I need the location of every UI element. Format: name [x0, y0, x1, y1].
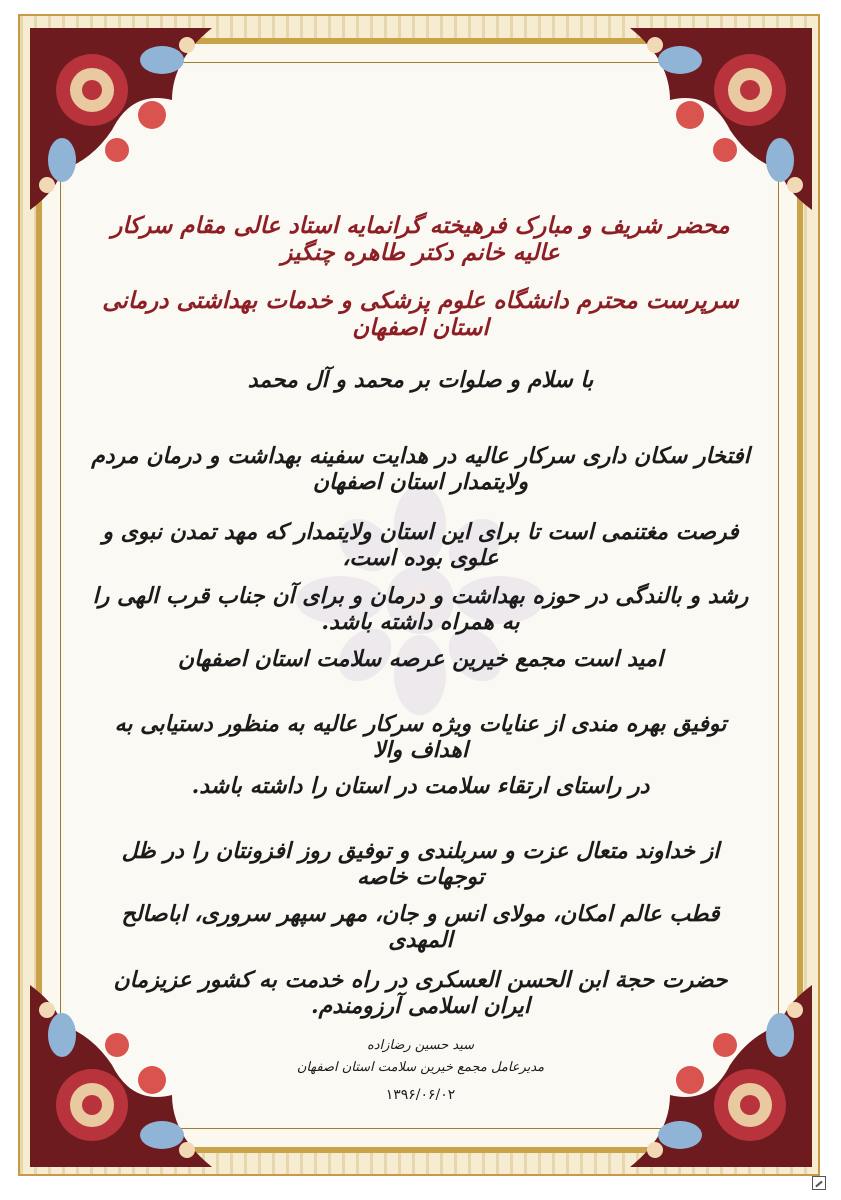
signer-position: مدیرعامل مجمع خیرین سلامت استان اصفهان [296, 1060, 545, 1075]
body-line-1: افتخار سکان داری سرکار عالیه در هدایت سفینه بهداشت و درمان مردم ولایتمدار استان اصفهان [91, 443, 750, 495]
corner-ornament-top-right [620, 20, 820, 220]
body-line-7: از خداوند متعال عزت و سربلندی و توفیق روز افزونتان را در ظل توجهات خاصه [121, 838, 720, 890]
salutation: با سلام و صلوات بر محمد و آل محمد [247, 367, 594, 393]
body-line-4: امید است مجمع خیرین عرصه سلامت استان اصفهان [177, 646, 664, 672]
signature-date: ۱۳۹۶/۰۶/۰۲ [385, 1087, 456, 1103]
body-line-6: در راستای ارتقاء سلامت در استان را داشته باشد. [191, 773, 650, 799]
signer-name: سید حسین رضازاده [366, 1038, 475, 1053]
title-line-1: محضر شریف و مبارک فرهیخته گرانمایه استاد عالی مقام سرکار عالیه خانم دکتر طاهره چنگیز [111, 212, 730, 266]
body-line-3: رشد و بالندگی در حوزه بهداشت و درمان و برای آن جناب قرب الهی را به همراه داشته باشد. [92, 583, 749, 635]
page-corner-icon [812, 1176, 826, 1190]
corner-ornament-top-left [22, 20, 222, 220]
body-line-8: قطب عالم امکان، مولای انس و جان، مهر سپهر سروری، اباصالح المهدی [121, 901, 720, 953]
body-line-9: حضرت حجة ابن الحسن العسکری در راه خدمت به کشور عزیزمان ایران اسلامی آرزومندم. [113, 967, 728, 1019]
title-line-2: سرپرست محترم دانشگاه علوم پزشکی و خدمات بهداشتی درمانی استان اصفهان [102, 287, 739, 341]
body-line-2: فرصت مغتنمی است تا برای این استان ولایتمدار که مهد تمدن نبوی و علوی بوده است، [102, 519, 739, 571]
body-line-5: توفیق بهره مندی از عنایات ویژه سرکار عالیه به منظور دستیابی به اهداف والا [114, 711, 727, 763]
